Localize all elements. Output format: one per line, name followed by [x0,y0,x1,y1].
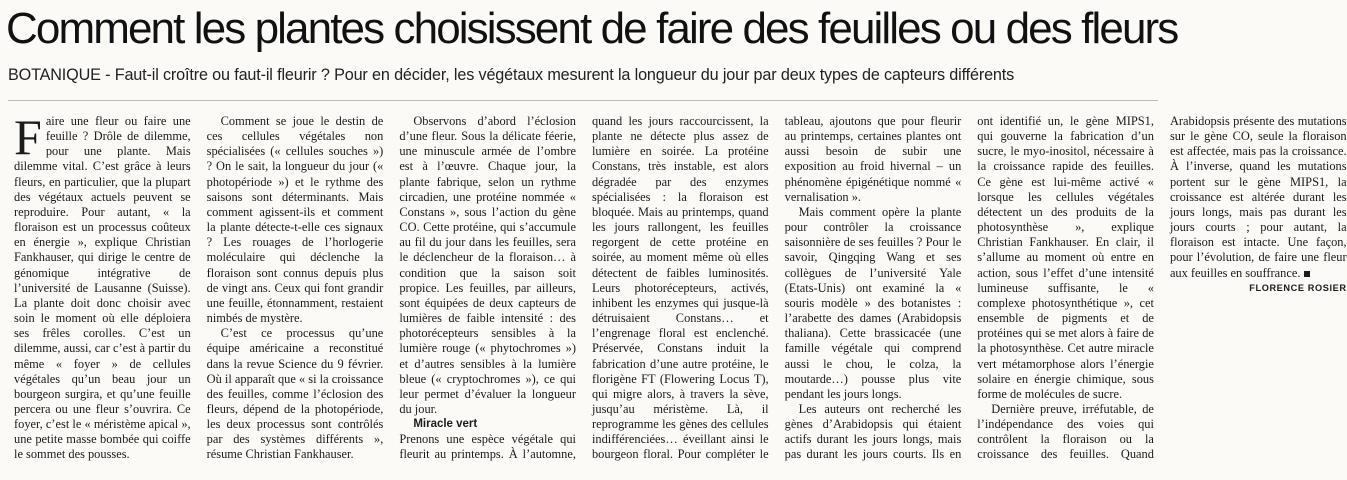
paragraph: Comment se joue le destin de ces cellules végétales non spécialisées (« cellules souches ») ? On le sait, la longueur du jour (« photopériode ») et le rythme des saisons sont déterminants. Mais comment agissent-ils et comment la plante détecte-t-elle ces signaux ? Les rouages de l’horlogerie moléculaire qui déclenche la floraison sont connus depuis plus de vingt ans. Ceux qui font grandir une feuille, étonnamment, restaient nimbés de mystère. [206,114,384,326]
byline: FLORENCE ROSIER [1249,282,1347,293]
headline: Comment les plantes choisissent de faire des feuilles ou des fleurs [6,4,1178,53]
standfirst: BOTANIQUE - Faut-il croître ou faut-il fleurir ? Pour en décider, les végétaux mesurent la longueur du jour par deux types de capteurs différents [8,66,1015,84]
end-mark-icon [1304,271,1310,277]
paragraph: Les auteurs ont recherché les gènes d’Arabidopsis qui étaient actifs durant les jours longs, mais pas durant les jours courts. Ils en ont identifié un, le gène MIPS1, qui gouverne la fabrication d’un sucre, le myo-inositol, nécessaire à la croissance rapide des feuilles. Ce gène est lui-même activé « lorsque les cellules végétales détectent un des produits de la photosynthèse », explique Christian Fankhauser. En clair, il s’allume au moment où entre en action, sous l’effet d’une intensité lumineuse suffisante, le « complexe photosynthétique », cet ensemble de pigments et de protéines qui se met alors à faire de la photosynthèse. Cet autre miracle vert métamorphose alors l’énergie solaire en énergie chimique, sous forme de molécules de sucre. [784,114,1154,462]
divider [8,100,1158,101]
paragraph: Observons d’abord l’éclosion d’une fleur. Sous la délicate féerie, une minuscule armée de l’ombre est à l’œuvre. Chaque jour, la plante fabrique, selon un rythme circadien, une protéine nommée « Constans », sous l’action du gène CO. Cette protéine, qui s’accumule au fil du jour dans les feuilles, sera le déclencheur de la floraison… à condition que la saison soit propice. Les feuilles, par ailleurs, sont équipées de deux capteurs de lumières de faible intensité : des photorécepteurs sensibles à la lumière rouge (« phytochromes ») et d’autres sensibles à la lumière bleue (« cryptochromes »), ce qui leur permet d’évaluer la longueur du jour. [399,114,576,416]
paragraph: Dernière preuve, irréfutable, de l’indépendance des voies qui contrôlent la floraison ou la croissance des feuilles. Quand Arabidopsis présente des mutations sur le gène CO, seule la floraison est affectée, mais pas la croissance. À l’inverse, quand les mutations portent sur le gène MIPS1, la croissance est altérée durant les jours longs, mais pas durant les jours courts ; pour autant, la floraison est intacte. Une façon, pour l’évolution, de faire une fleur aux feuilles en souffrance. [977,114,1347,462]
paragraph: Faire une fleur ou faire une feuille ? Drôle de dilemme, pour une plante. Mais dilemme vital. C’est grâce à leurs fleurs, en particulier, que la plupart des végétaux actuels peuvent se reproduire. Pour autant, « la floraison est un processus coûteux en énergie », explique Christian Fankhauser, qui dirige le centre de génomique intégrative de l’université de Lausanne (Suisse). La plante doit donc choisir avec soin le moment où elle déploiera ses frêles corolles. C’est un dilemme, aussi, car c’est à partir du même « foyer » de cellules végétales qu’un beau jour un bourgeon surgira, et qu’une feuille percera ou une fleur s’ouvrira. Ce foyer, c’est le « méristème apical », une petite masse bombée qui coiffe le sommet des pousses. [14,109,191,462]
paragraph: Mais comment opère la plante pour contrôler la croissance saisonnière de ses feuilles ? Pour le savoir, Qingqing Wang et ses collègues de l’université Yale (Etats-Unis) ont examiné la « souris modèle » des botanistes : l’arabette des dames (Arabidopsis thaliana). Cette brassicacée (une famille végétale qui comprend aussi le chou, le colza, la moutarde…) pousse plus vite pendant les jours longs. [784,204,962,401]
paragraph: Prenons une espèce végétale qui fleurit au printemps. À l’automne, quand les jours raccourcissent, la plante ne détecte plus assez de lumière en soirée. La protéine Constans, très instable, est alors dégradée par des enzymes spécialisées : la floraison est bloquée. Mais au printemps, quand les jours rallongent, les feuilles regorgent de cette protéine en soirée, au moment même où elles détectent de faibles luminosités. Leurs photorécepteurs, activés, inhibent les enzymes qui jusque-là détruisaient Constans… et l’engrenage floral est enclenché. Préservée, Constans induit la fabrication d’une autre protéine, le florigène FT (Flowering Locus T), qui migre alors, à travers la sève, jusqu’au méristème. Là, il reprogramme les gènes des cellules indifférenciées… éveillant ainsi le bourgeon floral. Pour compléter le tableau, ajoutons que pour fleurir au printemps, certaines plantes ont aussi besoin de subir une exposition au froid hivernal – un phénomène épigénétique nommé « vernalisation ». [399,114,962,462]
article-body [14,109,1347,472]
subheading: Miracle vert [413,418,478,431]
drop-cap: F [14,109,42,165]
paragraph: C’est ce processus qu’une équipe américaine a reconstitué dans la revue Science du 9 février. Où il apparaît que « si la croissance des feuilles, comme l’éclosion des fleurs, dépend de la photopériode, les deux processus sont contrôlés par des systèmes différents », résume Christian Fankhauser. [206,326,384,462]
